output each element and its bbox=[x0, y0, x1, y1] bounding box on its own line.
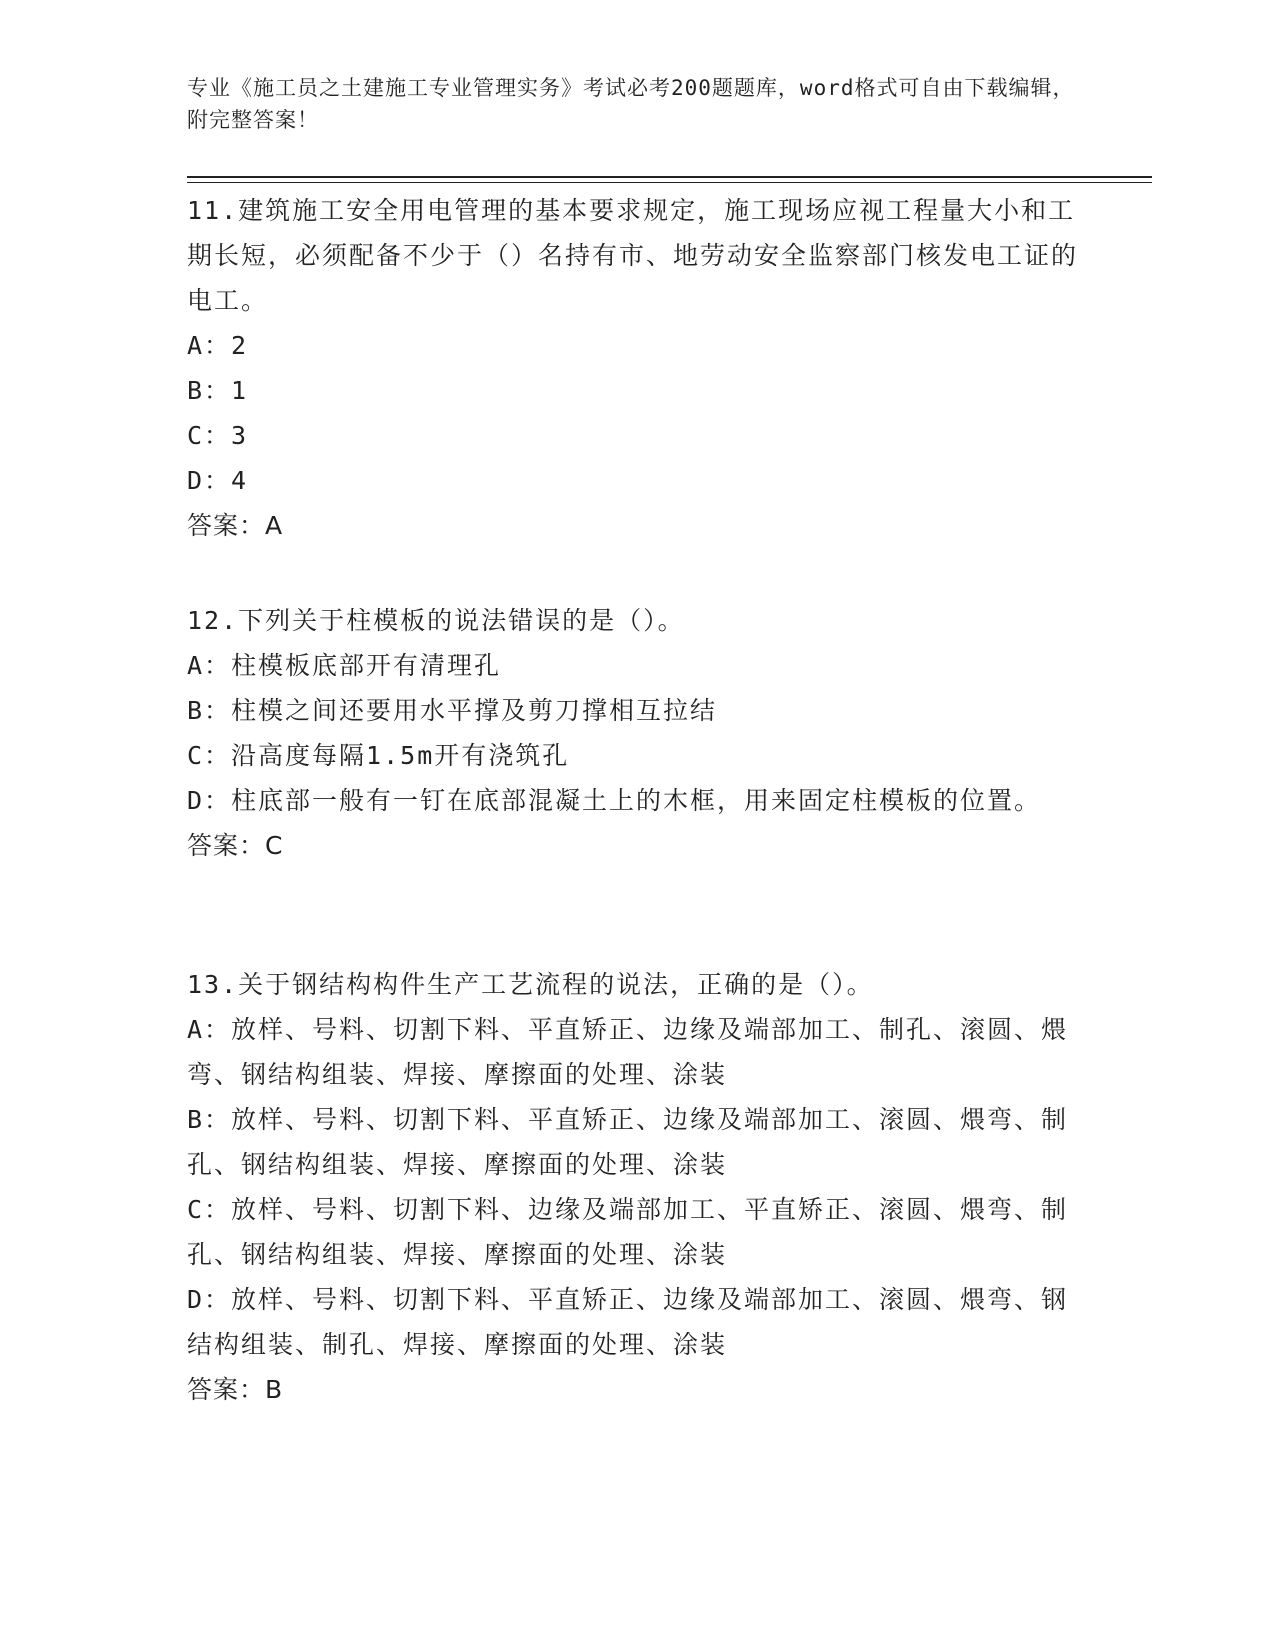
option-a: A：柱模板底部开有清理孔 bbox=[187, 651, 502, 680]
question-stem: 13.关于钢结构构件生产工艺流程的说法，正确的是（）。 bbox=[187, 970, 874, 999]
answer-line: 答案：A bbox=[187, 511, 284, 540]
option-a: A：2 bbox=[187, 331, 249, 360]
option-d: D：柱底部一般有一钉在底部混凝土上的木框，用来固定柱模板的位置。 bbox=[187, 786, 1042, 815]
question-stem: 12.下列关于柱模板的说法错误的是（）。 bbox=[187, 606, 685, 635]
option-b: B：1 bbox=[187, 376, 249, 405]
answer-line: 答案：C bbox=[187, 831, 284, 860]
question-11 bbox=[187, 188, 1087, 548]
document-header: 专业《施工员之土建施工专业管理实务》考试必考200题题库，word格式可自由下载编辑，附完整答案！ bbox=[187, 76, 1075, 132]
option-b: B：放样、号料、切割下料、平直矫正、边缘及端部加工、滚圆、煨弯、制孔、钢结构组装、焊接、摩擦面的处理、涂装 bbox=[187, 1105, 1069, 1179]
question-12 bbox=[187, 598, 1087, 868]
question-stem: 11.建筑施工安全用电管理的基本要求规定，施工现场应视工程量大小和工期长短，必须配备不少于（）名持有市、地劳动安全监察部门核发电工证的电工。 bbox=[187, 196, 1079, 315]
option-c: C：沿高度每隔1.5m开有浇筑孔 bbox=[187, 741, 570, 770]
option-d: D：放样、号料、切割下料、平直矫正、边缘及端部加工、滚圆、煨弯、钢结构组装、制孔、焊接、摩擦面的处理、涂装 bbox=[187, 1285, 1069, 1359]
answer-line: 答案：B bbox=[187, 1375, 284, 1404]
header-rule-thick bbox=[187, 176, 1152, 178]
question-13 bbox=[187, 962, 1087, 1412]
header-rule-thin bbox=[187, 182, 1152, 183]
option-c: C：放样、号料、切割下料、边缘及端部加工、平直矫正、滚圆、煨弯、制孔、钢结构组装、焊接、摩擦面的处理、涂装 bbox=[187, 1195, 1069, 1269]
option-d: D：4 bbox=[187, 466, 249, 495]
option-a: A：放样、号料、切割下料、平直矫正、边缘及端部加工、制孔、滚圆、煨弯、钢结构组装、焊接、摩擦面的处理、涂装 bbox=[187, 1015, 1069, 1089]
option-c: C：3 bbox=[187, 421, 249, 450]
option-b: B：柱模之间还要用水平撑及剪刀撑相互拉结 bbox=[187, 696, 718, 725]
